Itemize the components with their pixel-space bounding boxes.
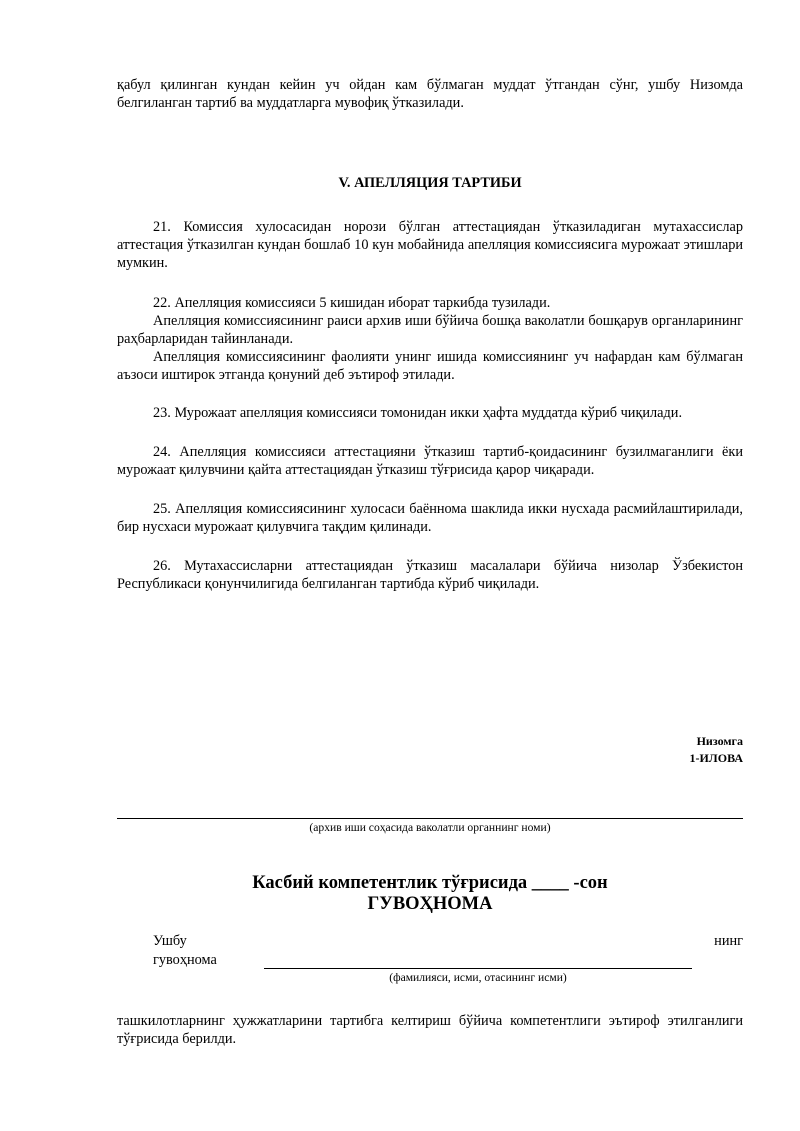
certificate-title-line-2: ГУВОҲНОМА — [367, 894, 493, 914]
full-name-caption: (фамилияси, исми, отасининг исми) — [389, 971, 567, 984]
appendix-label — [117, 733, 743, 767]
paragraph-22: 22. Апелляция комиссияси 5 кишидан иборат таркибда тузилади. — [153, 295, 551, 311]
final-paragraph: ташкилотларнинг ҳужжатларини тартибга келтириш бўйича компетентлиги эътироф этилганлиги тўғрисида берилди. — [117, 1013, 743, 1047]
paragraph-25: 25. Апелляция комиссиясининг хулосаси баённома шаклида икки нусхада расмийлаштирилади, бир нусхаси мурожаат қилувчига тақдим қилинади. — [117, 501, 743, 535]
paragraph-22-chair: Апелляция комиссиясининг раиси архив иши бўйича бошқа ваколатли бошқарув органларининг раҳбарларидан тайинланади. — [117, 313, 743, 347]
appendix-line-1: Низомга — [696, 734, 743, 748]
full-name-line — [264, 968, 692, 969]
document-body — [117, 76, 743, 593]
paragraph-24: 24. Апелляция комиссияси аттестацияни ўтказиш тартиб-қоидасининг бузилмаганлиги ёки мурожаат қилувчини қайта аттестациядан ўтказиш тўғрисида қарор чиқаради. — [117, 444, 743, 478]
section-title: V. АПЕЛЛЯЦИЯ ТАРТИБИ — [338, 175, 522, 191]
certificate-row — [153, 932, 743, 952]
word-ning: нинг — [714, 933, 743, 949]
organization-name-line — [117, 818, 743, 819]
paragraph-26: 26. Мутахассисларни аттестациядан ўтказиш масалалари бўйича низолар Ўзбекистон Республикаси қонунчилигида белгиланган тартибда кўриб чиқилади. — [117, 558, 743, 592]
paragraph-22-quorum: Апелляция комиссиясининг фаолияти унинг ишида комиссиянинг уч нафардан кам бўлмаган аъзоси иштирок этганда қонуний деб эътироф этилади. — [117, 349, 743, 383]
certificate-title-line-1: Касбий компетентлик тўғрисида ____ -сон — [252, 873, 608, 893]
appendix-line-2: 1-ИЛОВА — [689, 751, 743, 765]
certificate-title — [117, 873, 743, 915]
word-guvohnoma: гувоҳнома — [153, 952, 217, 968]
paragraph-21: 21. Комиссия хулосасидан норози бўлган аттестациядан ўтказиладиган мутахассислар аттестация ўтказилган кундан бошлаб 10 кун мобайнида апелляция комиссиясига мурожаат этишлари мумкин. — [117, 219, 743, 271]
organization-caption: (архив иши соҳасида ваколатли органнинг номи) — [309, 821, 551, 834]
paragraph-23: 23. Мурожаат апелляция комиссияси томонидан икки ҳафта муддатда кўриб чиқилади. — [153, 405, 683, 421]
word-ushbu: Ушбу — [153, 933, 187, 949]
intro-paragraph: қабул қилинган кундан кейин уч ойдан кам бўлмаган муддат ўтгандан сўнг, ушбу Низомда белгиланган тартиб ва муддатларга мувофиқ ўтказилади. — [117, 77, 743, 111]
